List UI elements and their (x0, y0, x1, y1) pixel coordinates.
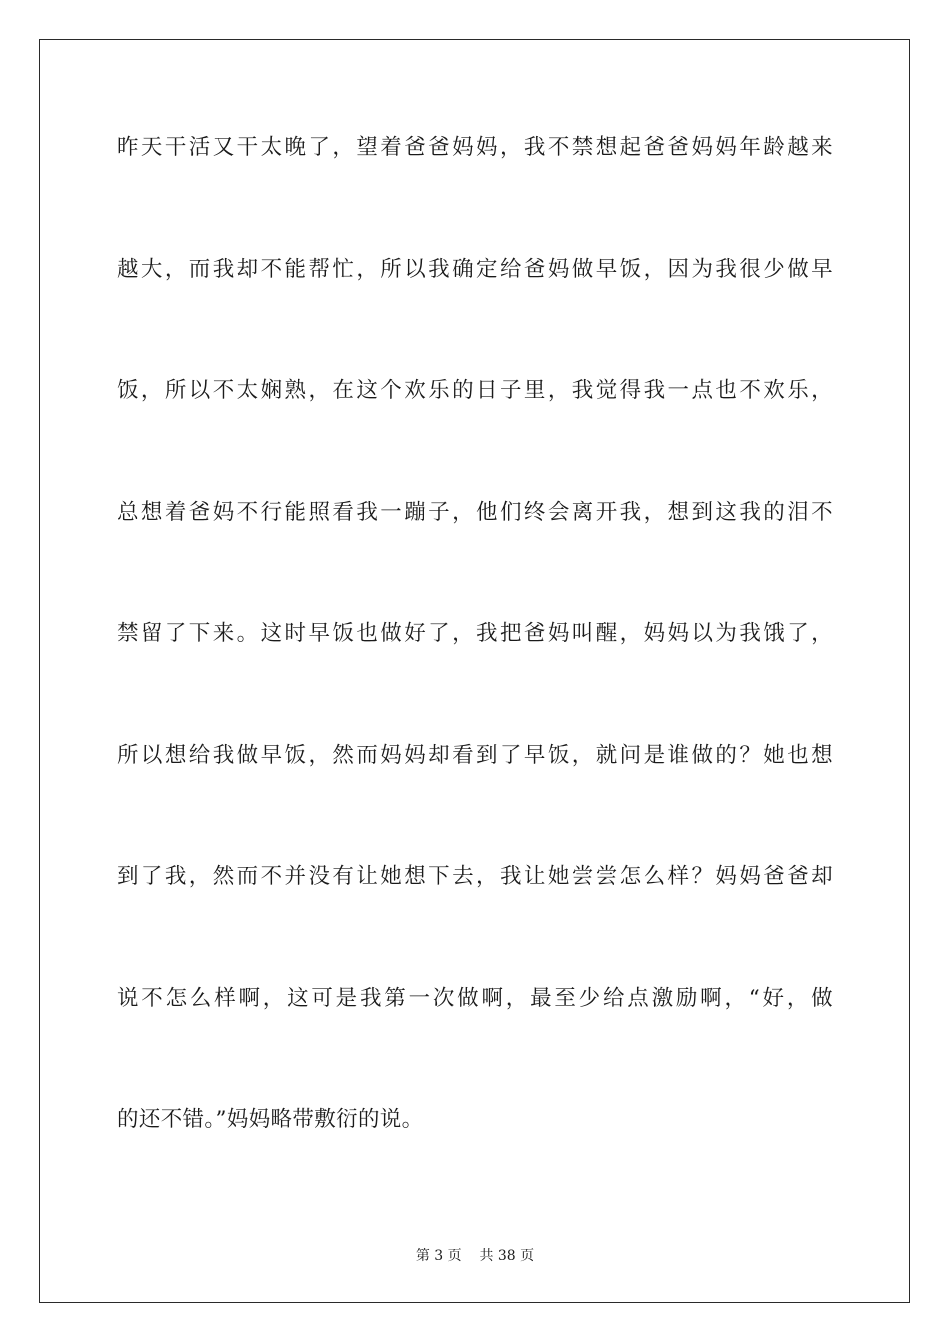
text-line: 到了我，然而不并没有让她想下去，我让她尝尝怎么样？妈妈爸爸却 (117, 864, 833, 889)
page-number: 第 3 页 (415, 1248, 462, 1264)
text-line: 昨天干活又干太晚了，望着爸爸妈妈，我不禁想起爸爸妈妈年龄越来 (117, 135, 833, 160)
text-line: 的还不错。”妈妈略带敷衍的说。 (117, 1107, 424, 1132)
text-line: 饭，所以不太娴熟，在这个欢乐的日子里，我觉得我一点也不欢乐， (117, 378, 833, 403)
text-line: 说不怎么样啊，这可是我第一次做啊，最至少给点激励啊，“好，做 (117, 985, 833, 1011)
page-total: 共 38 页 (479, 1248, 535, 1264)
text-line: 所以想给我做早饭，然而妈妈却看到了早饭，就问是谁做的？她也想 (117, 742, 833, 768)
body-text (117, 128, 833, 1222)
text-line: 禁留了下来。这时早饭也做好了，我把爸妈叫醒，妈妈以为我饿了， (117, 621, 833, 646)
page-footer (0, 1245, 950, 1265)
text-line: 总想着爸妈不行能照看我一蹦子，他们终会离开我，想到这我的泪不 (117, 499, 833, 525)
text-line: 越大，而我却不能帮忙，所以我确定给爸妈做早饭，因为我很少做早 (117, 256, 833, 282)
